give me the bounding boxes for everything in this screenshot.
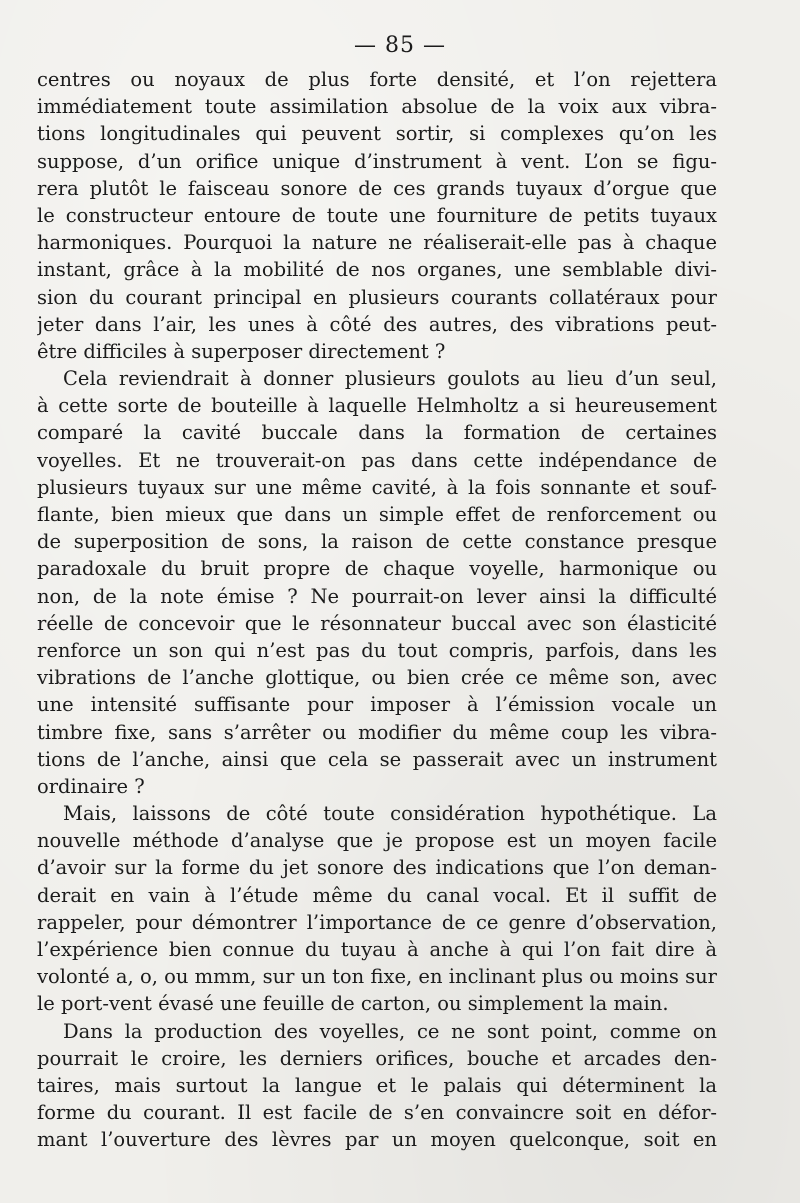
text-line: derait en vain à l’étude même du canal vocal. Et il suffit de	[37, 883, 717, 907]
text-line: le port-vent évasé une feuille de carton, ou simplement la main.	[37, 992, 669, 1016]
text-line: être difficiles à superposer directement ?	[37, 339, 446, 363]
text-line: rappeler, pour démontrer l’importance de ce genre d’observation,	[37, 910, 717, 934]
text-line: voyelles. Et ne trouverait-on pas dans cette indépendance de	[37, 448, 717, 472]
text-line: nouvelle méthode d’analyse que je propose est un moyen facile	[37, 829, 717, 853]
text-line: suppose, d’un orifice unique d’instrument à vent. L’on se figu-	[37, 149, 717, 173]
text-line: d’avoir sur la forme du jet sonore des indications que l’on deman-	[37, 856, 717, 880]
text-line: Dans la production des voyelles, ce ne sont point, comme on	[63, 1019, 717, 1043]
text-line: non, de la note émise ? Ne pourrait-on lever ainsi la difficulté	[37, 584, 717, 608]
body-text	[37, 66, 717, 1154]
text-line: comparé la cavité buccale dans la formation de certaines	[37, 421, 717, 445]
text-line: immédiatement toute assimilation absolue de la voix aux vibra-	[37, 95, 717, 119]
text-line: forme du courant. Il est facile de s’en convaincre soit en défor-	[37, 1101, 717, 1125]
text-line: une intensité suffisante pour imposer à l’émission vocale un	[37, 693, 717, 717]
text-line: sion du courant principal en plusieurs courants collatéraux pour	[37, 285, 717, 309]
text-line: taires, mais surtout la langue et le palais qui déterminent la	[37, 1073, 717, 1097]
text-line: timbre fixe, sans s’arrêter ou modifier du même coup les vibra-	[37, 720, 717, 744]
text-line: instant, grâce à la mobilité de nos organes, une semblable divi-	[37, 258, 717, 282]
text-line: pourrait le croire, les derniers orifices, bouche et arcades den-	[37, 1046, 717, 1070]
page-number: — 85 —	[354, 33, 446, 58]
text-line: volonté a, o, ou mmm, sur un ton fixe, en inclinant plus ou moins sur	[37, 965, 717, 989]
text-line: de superposition de sons, la raison de cette constance presque	[37, 530, 717, 554]
text-line: rera plutôt le faisceau sonore de ces grands tuyaux d’orgue que	[37, 176, 717, 200]
text-line: jeter dans l’air, les unes à côté des autres, des vibrations peut-	[37, 312, 717, 336]
text-line: mant l’ouverture des lèvres par un moyen quelconque, soit en	[37, 1128, 717, 1152]
text-line: tions longitudinales qui peuvent sortir, si complexes qu’on les	[37, 122, 717, 146]
text-line: plusieurs tuyaux sur une même cavité, à la fois sonnante et souf-	[37, 475, 717, 499]
text-line: à cette sorte de bouteille à laquelle Helmholtz a si heureusement	[37, 394, 717, 418]
text-line: le constructeur entoure de toute une fourniture de petits tuyaux	[37, 203, 717, 227]
text-line: réelle de concevoir que le résonnateur buccal avec son élasticité	[37, 611, 717, 635]
text-line: Cela reviendrait à donner plusieurs goulots au lieu d’un seul,	[63, 367, 717, 391]
text-line: flante, bien mieux que dans un simple effet de renforcement ou	[37, 503, 717, 526]
text-line: ordinaire ?	[37, 774, 145, 798]
text-line: paradoxale du bruit propre de chaque voyelle, harmonique ou	[37, 557, 717, 581]
text-line: l’expérience bien connue du tuyau à anche à qui l’on fait dire à	[37, 938, 717, 961]
text-line: renforce un son qui n’est pas du tout compris, parfois, dans les	[37, 638, 717, 662]
text-line: tions de l’anche, ainsi que cela se passerait avec un instrument	[37, 747, 717, 771]
text-line: Mais, laissons de côté toute considération hypothétique. La	[63, 802, 717, 826]
text-line: harmoniques. Pourquoi la nature ne réaliserait-elle pas à chaque	[37, 231, 717, 255]
text-line: centres ou noyaux de plus forte densité, et l’on rejettera	[37, 68, 717, 91]
text-line: vibrations de l’anche glottique, ou bien crée ce même son, avec	[37, 666, 717, 690]
